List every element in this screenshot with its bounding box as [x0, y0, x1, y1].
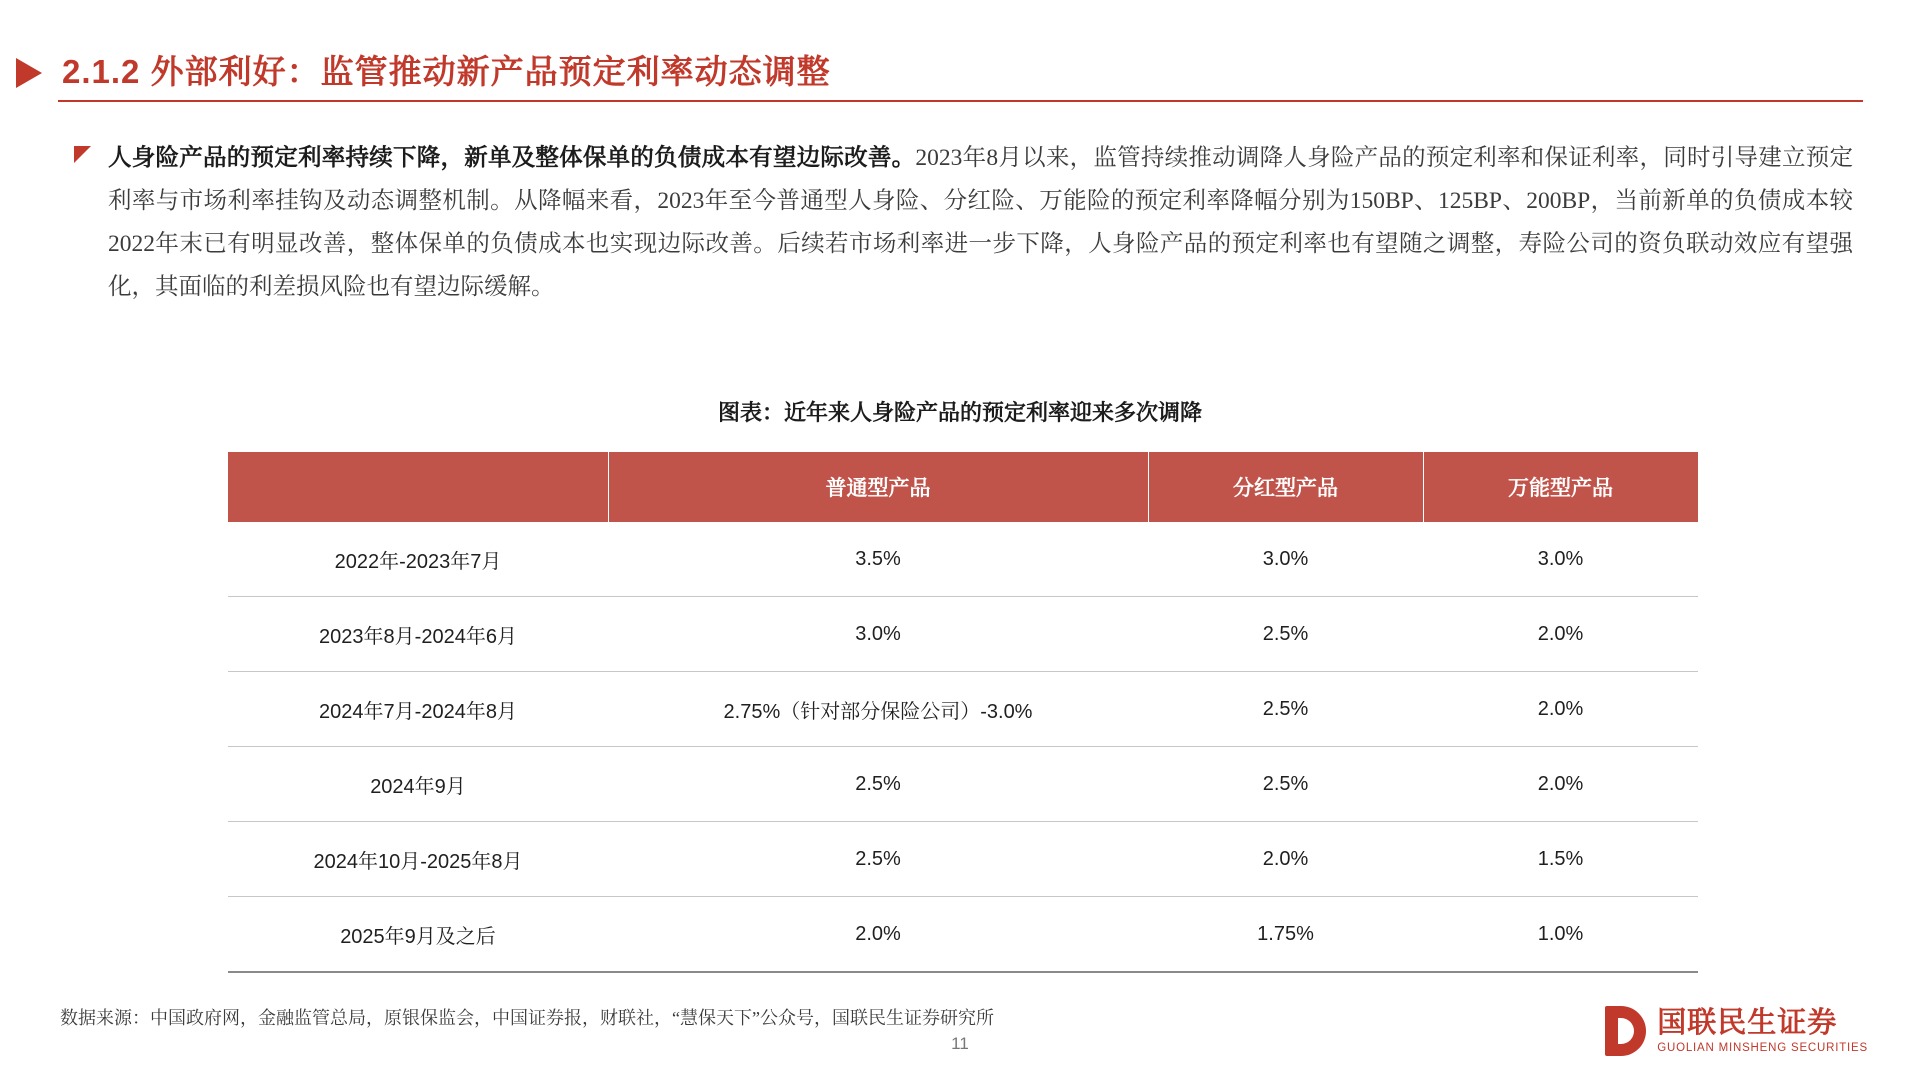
table-cell-ordinary: 3.5% — [608, 522, 1148, 597]
page-number: 11 — [951, 1034, 969, 1053]
table-cell-participating: 3.0% — [1148, 522, 1423, 597]
triangle-bullet-icon — [16, 58, 42, 88]
company-logo — [1603, 1000, 1868, 1062]
logo-text — [1657, 1008, 1868, 1054]
table-cell-universal: 3.0% — [1423, 522, 1698, 597]
table-cell-ordinary: 2.5% — [608, 822, 1148, 897]
table-cell-universal: 2.0% — [1423, 672, 1698, 747]
table-cell-participating: 2.5% — [1148, 672, 1423, 747]
table-cell-universal: 1.5% — [1423, 822, 1698, 897]
table-col-header-period — [228, 452, 608, 522]
header-divider — [58, 100, 1863, 102]
table-header-row — [228, 452, 1698, 522]
table-row — [228, 522, 1698, 597]
rate-table-wrapper — [228, 452, 1698, 973]
table-cell-ordinary: 2.0% — [608, 897, 1148, 973]
table-cell-period: 2024年9月 — [228, 747, 608, 822]
slide-header — [0, 30, 1920, 100]
table-cell-participating: 2.5% — [1148, 597, 1423, 672]
table-cell-ordinary: 3.0% — [608, 597, 1148, 672]
table-col-header-universal: 万能型产品 — [1423, 452, 1698, 522]
paragraph-lead: 人身险产品的预定利率持续下降，新单及整体保单的负债成本有望边际改善。 — [108, 145, 916, 171]
table-cell-period: 2024年10月-2025年8月 — [228, 822, 608, 897]
body-paragraph — [108, 137, 1853, 309]
paragraph-marker-icon — [74, 146, 91, 163]
table-cell-participating: 2.5% — [1148, 747, 1423, 822]
table-cell-period: 2022年-2023年7月 — [228, 522, 608, 597]
logo-name-en: GUOLIAN MINSHENG SECURITIES — [1657, 1041, 1868, 1054]
table-row — [228, 747, 1698, 822]
table-cell-period: 2024年7月-2024年8月 — [228, 672, 608, 747]
table-col-header-ordinary: 普通型产品 — [608, 452, 1148, 522]
logo-mark-icon — [1603, 1006, 1647, 1056]
table-row — [228, 822, 1698, 897]
table-cell-universal: 2.0% — [1423, 597, 1698, 672]
logo-name-cn: 国联民生证券 — [1657, 1007, 1838, 1040]
table-cell-universal: 2.0% — [1423, 747, 1698, 822]
table-row — [228, 597, 1698, 672]
table-title: 图表：近年来人身险产品的预定利率迎来多次调降 — [717, 400, 1202, 425]
table-cell-period: 2023年8月-2024年6月 — [228, 597, 608, 672]
table-cell-universal: 1.0% — [1423, 897, 1698, 973]
rate-table — [228, 452, 1698, 973]
table-col-header-participating: 分红型产品 — [1148, 452, 1423, 522]
data-source-note: 数据来源：中国政府网，金融监管总局，原银保监会，中国证券报，财联社，“慧保天下”公众号，国联民生证券研究所 — [60, 1008, 994, 1028]
table-row — [228, 897, 1698, 973]
table-cell-period: 2025年9月及之后 — [228, 897, 608, 973]
table-header — [228, 452, 1698, 522]
table-cell-ordinary: 2.5% — [608, 747, 1148, 822]
page-title: 2.1.2 外部利好：监管推动新产品预定利率动态调整 — [62, 53, 831, 90]
table-body — [228, 522, 1698, 972]
paragraph-rest: 2023年8月以来，监管持续推动调降人身险产品的预定利率和保证利率，同时引导建立预定利率与市场利率挂钩及动态调整机制。从降幅来看，2023年至今普通型人身险、分红险、万能险的预定利率降幅分别为150BP、125BP、200BP，当前新单的负债成本较2022年末已有明显改善，整体保单的负债成本也实现边际改善。后续若市场利率进一步下降，人身险产品的预定利率也有望随之调整，寿险公司的资负联动效应有望强化，其面临的利差损风险也有望边际缓解。 — [108, 145, 1854, 300]
table-cell-participating: 2.0% — [1148, 822, 1423, 897]
table-cell-ordinary: 2.75%（针对部分保险公司）-3.0% — [608, 672, 1148, 747]
table-cell-participating: 1.75% — [1148, 897, 1423, 973]
table-row — [228, 672, 1698, 747]
